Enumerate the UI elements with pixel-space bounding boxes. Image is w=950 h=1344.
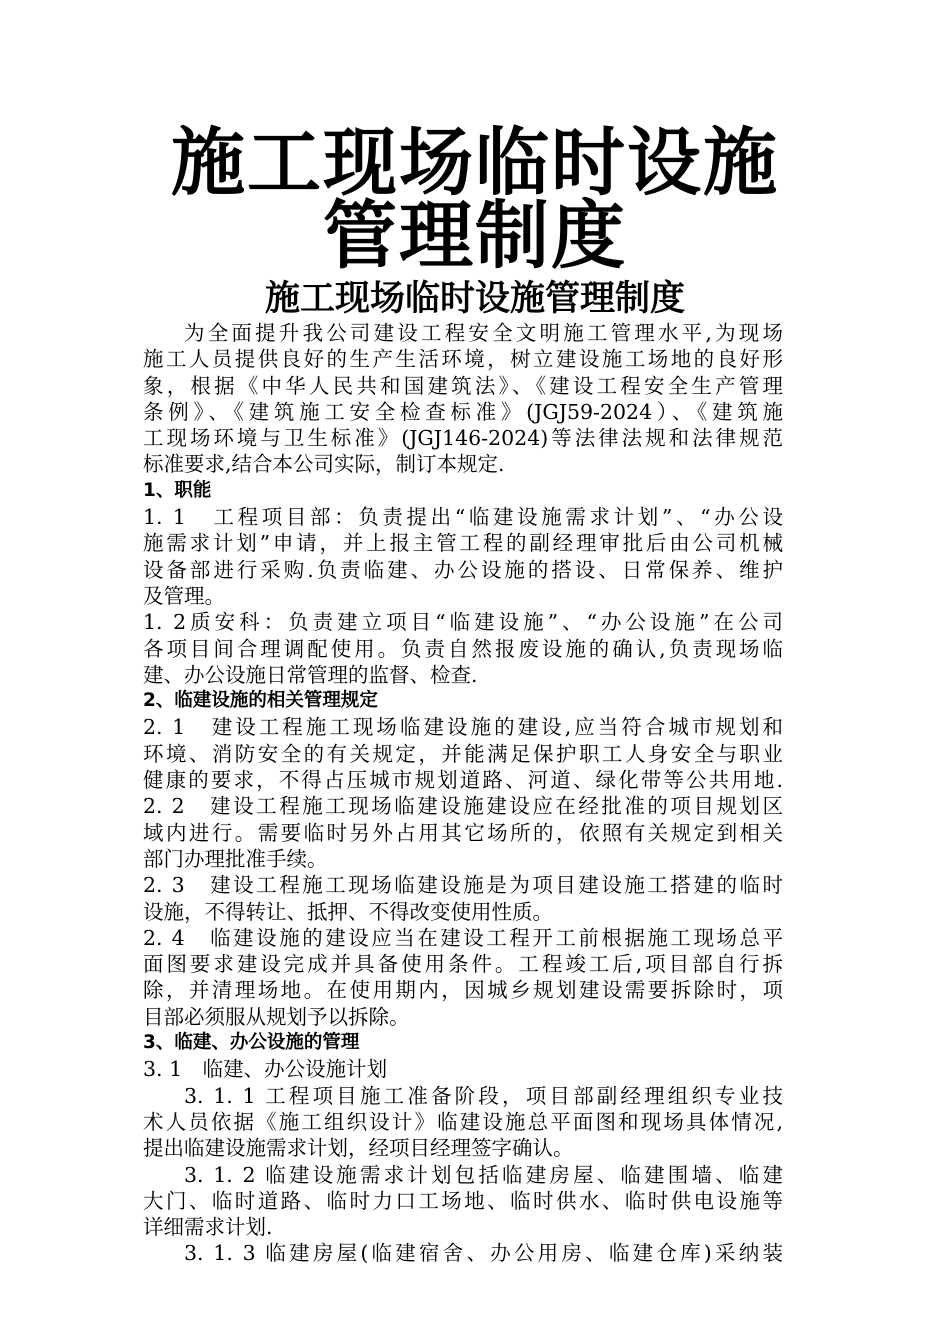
clause-1-2-line: 1. 2质安科：负责建立项目“临建设施”、“办公设施”在公司 bbox=[143, 610, 783, 635]
clause-3-1-1-line: 提出临建设施需求计划，经项目经理签字确认。 bbox=[143, 1136, 574, 1161]
clause-2-1-line: 环境、消防安全的有关规定，并能满足保护职工人身安全与职业 bbox=[143, 741, 783, 766]
clause-2-1-line: 健康的要求，不得占压城市规划道路、河道、绿化带等公共用地. bbox=[143, 768, 783, 793]
document-body bbox=[143, 320, 783, 1267]
document-subtitle: 施工现场临时设施管理制度 bbox=[264, 279, 685, 319]
document-title-line-1: 施工现场临时设施 bbox=[171, 120, 779, 206]
clause-1-1-line: 1. 1 工程项目部：负责提出“临建设施需求计划”、“办公设 bbox=[143, 505, 783, 530]
clause-3-1-2-line: 大门、临时道路、临时力口工场地、临时供水、临时供电设施等 bbox=[143, 1188, 783, 1213]
section-heading-3: 3、临建、办公设施的管理 bbox=[143, 1032, 360, 1054]
clause-3-1-1-line: 术人员依据《施工组织设计》临建设施总平面图和现场具体情况, bbox=[143, 1109, 783, 1134]
clause-3-1-heading: 3. 1 临建、办公设施计划 bbox=[143, 1057, 388, 1082]
section-heading-1: 1、职能 bbox=[143, 479, 212, 501]
clause-2-4-line: 面图要求建设完成并具备使用条件。工程竣工后,项目部自行拆 bbox=[143, 952, 783, 977]
clause-2-2-line: 2. 2 建设工程施工现场临建设施建设应在经批准的项目规划区 bbox=[143, 794, 783, 819]
intro-line: 标准要求,结合本公司实际，制订本规定. bbox=[143, 452, 505, 477]
intro-line: 施工人员提供良好的生产生活环境，树立建设施工场地的良好形 bbox=[143, 347, 783, 372]
clause-2-4-line: 2. 4 临建设施的建设应当在建设工程开工前根据施工现场总平 bbox=[143, 925, 783, 950]
clause-1-2-line: 建、办公设施日常管理的监督、检查. bbox=[143, 662, 478, 687]
intro-line: 条例》、《建筑施工安全检查标准》(JGJ59-2024）、《建筑施 bbox=[143, 399, 783, 424]
clause-2-1-line: 2. 1 建设工程施工现场临建设施的建设,应当符合城市规划和 bbox=[143, 715, 783, 740]
clause-2-3-line: 2. 3 建设工程施工现场临建设施是为项目建设施工搭建的临时 bbox=[143, 873, 783, 898]
clause-3-1-2-line: 3. 1. 2 临建设施需求计划包括临建房屋、临建围墙、临建 bbox=[184, 1162, 783, 1187]
intro-line: 象，根据《中华人民共和国建筑法》、《建设工程安全生产管理 bbox=[143, 373, 783, 398]
clause-2-4-line: 除，并清理场地。在使用期内，因城乡规划建设需要拆除时，项 bbox=[143, 978, 783, 1003]
clause-3-1-1-line: 3. 1. 1 工程项目施工准备阶段，项目部副经理组织专业技 bbox=[184, 1083, 783, 1108]
document-title-line-2: 管理制度 bbox=[323, 193, 627, 279]
clause-3-1-2-line: 详细需求计划. bbox=[143, 1215, 273, 1240]
intro-line: 为全面提升我公司建设工程安全文明施工管理水平,为现场 bbox=[184, 321, 783, 345]
clause-3-1-3-line: 3. 1. 3 临建房屋(临建宿舍、办公用房、临建仓库)采纳装 bbox=[184, 1241, 783, 1266]
clause-1-2-line: 各项目间合理调配使用。负责自然报废设施的确认,负责现场临 bbox=[143, 636, 783, 661]
clause-1-1-line: 及管理。 bbox=[143, 583, 225, 608]
clause-1-1-line: 设备部进行采购.负责临建、办公设施的搭设、日常保养、维护 bbox=[143, 557, 783, 582]
clause-2-4-line: 目部必须服从规划予以拆除。 bbox=[143, 1004, 410, 1029]
clause-1-1-line: 施需求计划”申请，并上报主管工程的副经理审批后由公司机械 bbox=[143, 531, 783, 556]
clause-2-2-line: 域内进行。需要临时另外占用其它场所的，依照有关规定到相关 bbox=[143, 820, 783, 845]
clause-2-3-line: 设施，不得转让、抵押、不得改变使用性质。 bbox=[143, 899, 553, 924]
section-heading-2: 2、临建设施的相关管理规定 bbox=[143, 690, 378, 712]
intro-line: 工现场环境与卫生标准》(JGJ146-2024)等法律法规和法律规范 bbox=[143, 426, 783, 451]
clause-2-2-line: 部门办理批准手续。 bbox=[143, 846, 328, 871]
